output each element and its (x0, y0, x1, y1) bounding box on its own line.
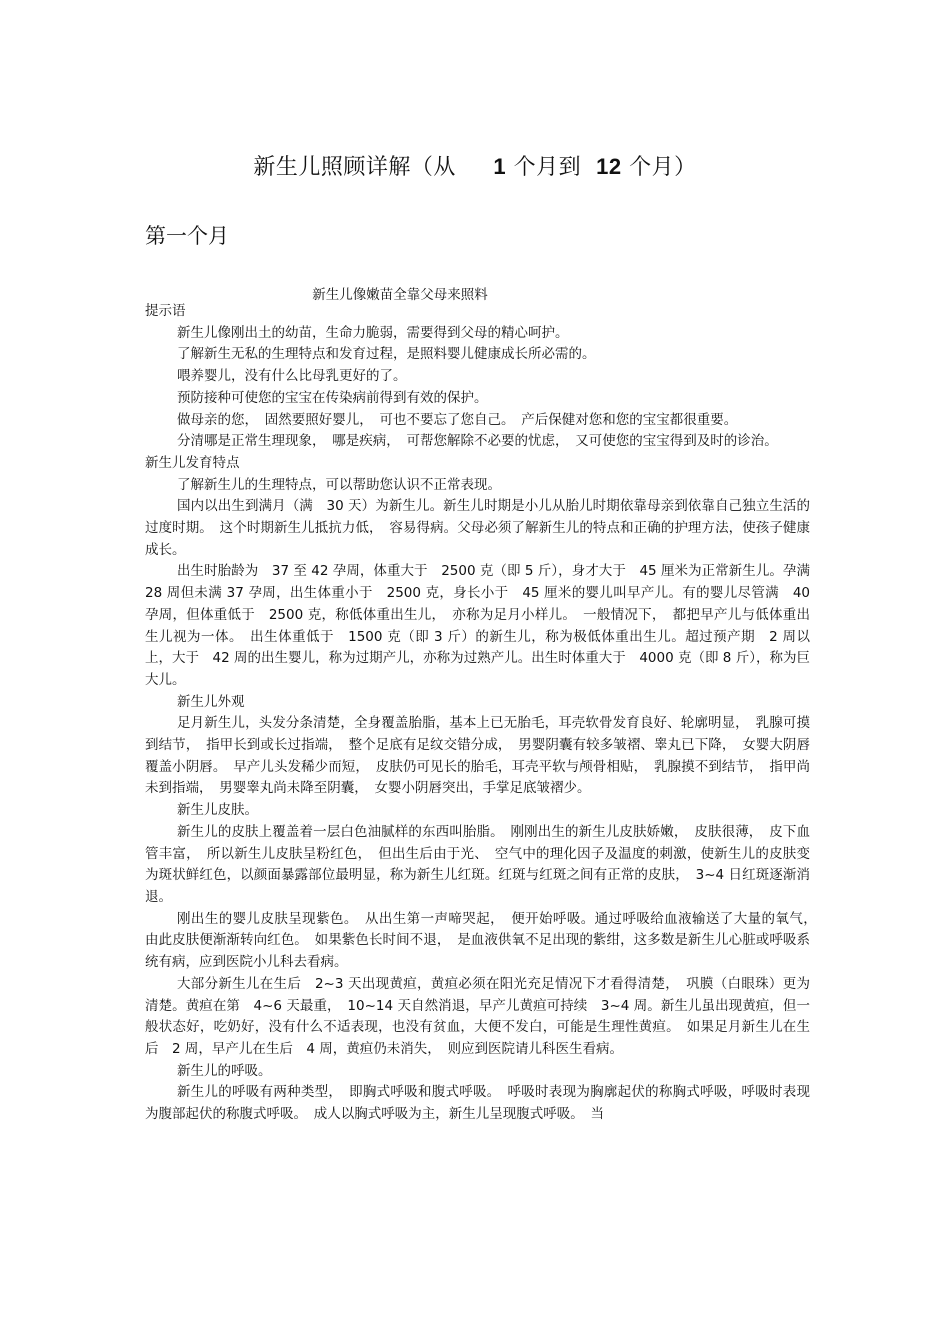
paragraph: 了解新生无私的生理特点和发育过程，是照料婴儿健康成长所必需的。 (177, 346, 596, 363)
section-heading: 第一个月 (145, 224, 229, 248)
paragraph: 新生儿的皮肤上覆盖着一层白色油腻样的东西叫胎脂。 刚刚出生的新生儿皮肤娇嫩， 皮肤很薄， 皮下血管丰富， 所以新生儿皮肤呈粉红色， 但出生后由于光、 空气中的理化因子及温度的刺激，使新生儿的皮肤变为斑状鲜红色，以颜面暴露部位最明显，称为新生儿红斑。红斑与红斑之间有正常的皮肤， 3~4 日红斑逐渐消退。 (145, 823, 810, 905)
paragraph: 喂养婴儿，没有什么比母乳更好的了。 (177, 368, 407, 385)
paragraph: 做母亲的您， 固然要照好婴儿， 可也不要忘了您自己。 产后保健对您和您的宝宝都很重要。 (177, 411, 738, 428)
paragraph: 新生儿皮肤。 (177, 802, 258, 819)
paragraph: 新生儿像刚出土的幼苗，生命力脆弱，需要得到父母的精心呵护。 (177, 324, 569, 341)
paragraph: 新生儿的呼吸。 (177, 1062, 272, 1079)
paragraph-heading: 提示语 (145, 303, 186, 319)
paragraph-heading: 新生儿发育特点 (145, 454, 240, 471)
title-number-1: 1 (493, 154, 507, 179)
paragraph: 出生时胎龄为 37 至 42 孕周，体重大于 2500 克（即 5 斤），身才大于 45 厘米为正常新生儿。孕满 28 周但未满 37 孕周，出生体重小于 2500 克，身长小于 45 厘米的婴儿叫早产儿。有的婴儿尽管满 40 孕周，但体重低于 2500 克，称低体重出生儿， 亦称为足月小样儿。 一般情况下， 都把早产儿与低体重出生儿视为一体。 出生体重低于 1500 克（即 3 斤）的新生儿，称为极低体重出生儿。超过预产期 2 周以上，大于 42 周的出生婴儿，称为过期产儿，亦称为过熟产儿。出生时体重大于 4000 克（即 8 斤），称为巨大儿。 (145, 563, 810, 688)
paragraph: 刚出生的婴儿皮肤呈现紫色。 从出生第一声啼哭起， 便开始呼吸。通过呼吸给血液输送了大量的氧气， 由此皮肤便渐渐转向红色。 如果紫色长时间不退， 是血液供氧不足出现的紫绀，这多数是新生儿心脏或呼吸系统有病，应到医院小儿科去看病。 (145, 910, 824, 971)
document-title (0, 150, 950, 181)
paragraph: 预防接种可使您的宝宝在传染病前得到有效的保护。 (177, 389, 488, 406)
paragraph: 国内以出生到满月（满 30 天）为新生儿。新生儿时期是小儿从胎儿时期依靠母亲到依靠自己独立生活的过度时期。 这个时期新生儿抵抗力低， 容易得病。父母必须了解新生儿的特点和正确的护理方法，使孩子健康成长。 (145, 498, 810, 558)
title-text-1: 新生儿照顾详解（从 (253, 155, 456, 180)
paragraph: 了解新生儿的生理特点，可以帮助您认识不正常表现。 (177, 476, 501, 493)
paragraph: 新生儿的呼吸有两种类型， 即胸式呼吸和腹式呼吸。 呼吸时表现为胸廓起伏的称胸式呼吸，呼吸时表现为腹部起伏的称腹式呼吸。 成人以胸式呼吸为主，新生儿呈现腹式呼吸。 当 (145, 1084, 810, 1123)
title-text-3: 个月） (629, 155, 697, 180)
paragraph: 新生儿外观 (177, 693, 245, 710)
article-body (145, 301, 824, 1126)
article-subtitle: 新生儿像嫩苗全靠父母来照料 (312, 287, 488, 303)
title-number-2: 12 (596, 154, 622, 179)
paragraph: 足月新生儿，头发分条清楚，全身覆盖胎脂，基本上已无胎毛，耳壳软骨发育良好、轮廓明显， 乳腺可摸到结节， 指甲长到或长过指端， 整个足底有足纹交错分成， 男婴阴囊有较多皱褶、睾丸已下降， 女婴大阴唇覆盖小阴唇。 早产儿头发稀少而短， 皮肤仍可见长的胎毛，耳壳平软与颅骨相贴， 乳腺摸不到结节， 指甲尚未到指端， 男婴睾丸尚未降至阴囊， 女婴小阴唇突出，手掌足底皱褶少。 (145, 715, 810, 797)
title-text-2: 个月到 (513, 155, 582, 180)
paragraph: 大部分新生儿在生后 2~3 天出现黄疸，黄疸必须在阳光充足情况下才看得清楚， 巩膜（白眼珠）更为清楚。黄疸在第 4~6 天最重， 10~14 天自然消退，早产儿黄疸可持续 3~4 周。新生儿虽出现黄疸，但一般状态好，吃奶好，没有什么不适表现，也没有贫血，大便不发白，可能是生理性黄疸。 如果足月新生儿在生后 2 周，早产儿在生后 4 周，黄疸仍未消失， 则应到医院请儿科医生看病。 (145, 975, 810, 1057)
paragraph: 分清哪是正常生理现象， 哪是疾病， 可帮您解除不必要的忧虑， 又可使您的宝宝得到及时的诊治。 (177, 433, 778, 450)
